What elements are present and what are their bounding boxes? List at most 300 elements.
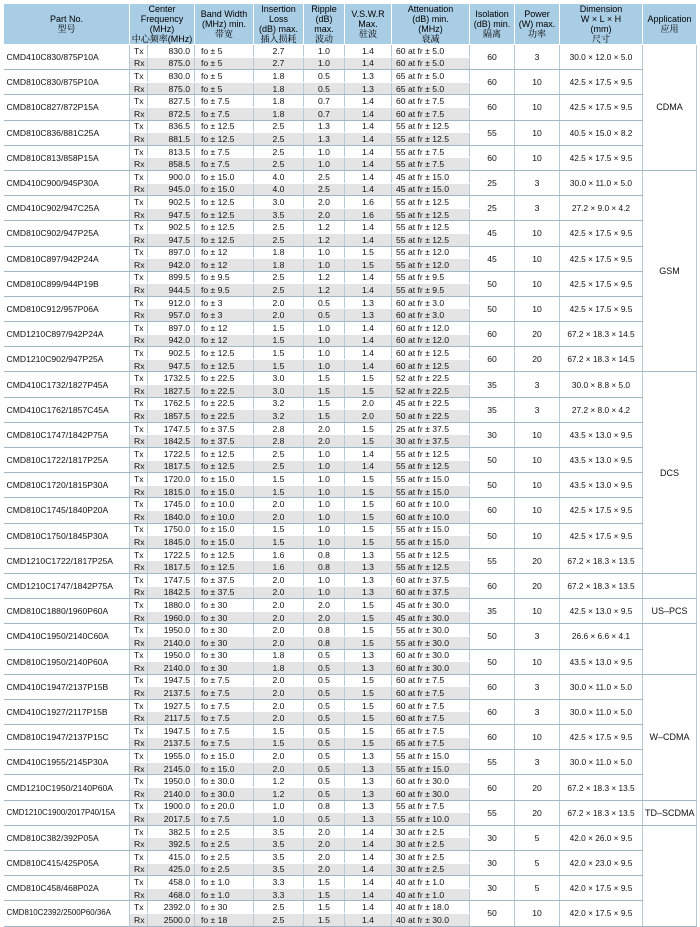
- center-frequency: 900.0: [148, 170, 195, 183]
- power: 5: [515, 825, 560, 850]
- tx-rx-label: Tx: [130, 599, 148, 612]
- tx-rx-label: Tx: [130, 498, 148, 511]
- insertion-loss: 2.0: [254, 674, 304, 687]
- application: CDMA: [643, 45, 697, 171]
- vswr: 1.5: [345, 372, 392, 385]
- vswr: 1.6: [345, 196, 392, 209]
- attenuation: 55 at fr ± 12.5: [392, 208, 470, 221]
- center-frequency: 1857.5: [148, 410, 195, 423]
- insertion-loss: 3.2: [254, 410, 304, 423]
- vswr: 1.4: [345, 888, 392, 901]
- insertion-loss: 1.8: [254, 649, 304, 662]
- attenuation: 55 at fr ± 30.0: [392, 636, 470, 649]
- tx-rx-label: Tx: [130, 422, 148, 435]
- table-row: [4, 851, 697, 864]
- tx-rx-label: Tx: [130, 448, 148, 461]
- part-number: CMD810C827/872P15A: [4, 95, 130, 120]
- insertion-loss: 1.5: [254, 473, 304, 486]
- attenuation: 60 at fr ± 10.0: [392, 510, 470, 523]
- center-frequency: 902.5: [148, 347, 195, 360]
- isolation: 50: [470, 901, 515, 926]
- insertion-loss: 1.8: [254, 662, 304, 675]
- application: GSM: [643, 170, 697, 372]
- ripple: 2.0: [304, 599, 345, 612]
- attenuation: 45 at fr ± 15.0: [392, 170, 470, 183]
- table-row: [4, 674, 697, 687]
- band-width: fo ± 1.0: [195, 888, 254, 901]
- application: [643, 573, 697, 598]
- vswr: 1.4: [345, 133, 392, 146]
- insertion-loss: 2.5: [254, 158, 304, 171]
- vswr: 1.5: [345, 687, 392, 700]
- attenuation: 55 at fr ± 12.5: [392, 120, 470, 133]
- vswr: 1.3: [345, 649, 392, 662]
- table-row: [4, 448, 697, 461]
- table-row: [4, 271, 697, 284]
- attenuation: 55 at fr ± 7.5: [392, 145, 470, 158]
- dimension: 42.0 × 26.0 × 9.5: [560, 825, 643, 850]
- dimension: 40.5 × 15.0 × 8.2: [560, 120, 643, 145]
- application: [643, 825, 697, 926]
- vswr: 1.4: [345, 863, 392, 876]
- ripple: 1.0: [304, 498, 345, 511]
- attenuation: 60 at fr ± 7.5: [392, 687, 470, 700]
- table-row: [4, 599, 697, 612]
- attenuation: 40 at fr ± 18.0: [392, 901, 470, 914]
- attenuation: 60 at fr ± 12.5: [392, 359, 470, 372]
- power: 10: [515, 70, 560, 95]
- isolation: 55: [470, 800, 515, 825]
- vswr: 1.5: [345, 536, 392, 549]
- center-frequency: 945.0: [148, 183, 195, 196]
- part-number: CMD410C1762/1857C45A: [4, 397, 130, 422]
- vswr: 1.3: [345, 82, 392, 95]
- vswr: 1.3: [345, 813, 392, 826]
- isolation: 60: [470, 45, 515, 70]
- insertion-loss: 1.5: [254, 536, 304, 549]
- band-width: fo ± 7.5: [195, 737, 254, 750]
- center-frequency: 2140.0: [148, 662, 195, 675]
- center-frequency: 1747.5: [148, 422, 195, 435]
- ripple: 1.0: [304, 448, 345, 461]
- table-row: [4, 221, 697, 234]
- power: 5: [515, 876, 560, 901]
- attenuation: 30 at fr ± 2.5: [392, 838, 470, 851]
- center-frequency: 875.0: [148, 82, 195, 95]
- center-frequency: 1762.5: [148, 397, 195, 410]
- attenuation: 60 at fr ± 7.5: [392, 107, 470, 120]
- part-number: CMD810C899/944P19B: [4, 271, 130, 296]
- vswr: 1.4: [345, 221, 392, 234]
- tx-rx-label: Rx: [130, 158, 148, 171]
- attenuation: 52 at fr ± 22.5: [392, 385, 470, 398]
- center-frequency: 1900.0: [148, 800, 195, 813]
- center-frequency: 468.0: [148, 888, 195, 901]
- header-insertion-loss: Insertion Loss (dB) max. 插入损耗: [254, 4, 304, 45]
- attenuation: 52 at fr ± 22.5: [392, 372, 470, 385]
- power: 3: [515, 170, 560, 195]
- ripple: 0.5: [304, 674, 345, 687]
- attenuation: 55 at fr ± 12.5: [392, 561, 470, 574]
- isolation: 60: [470, 674, 515, 699]
- power: 20: [515, 548, 560, 573]
- insertion-loss: 1.5: [254, 334, 304, 347]
- isolation: 60: [470, 95, 515, 120]
- part-number: CMD810C1947/2137P15C: [4, 725, 130, 750]
- vswr: 1.4: [345, 876, 392, 889]
- ripple: 2.5: [304, 170, 345, 183]
- power: 10: [515, 246, 560, 271]
- ripple: 1.0: [304, 259, 345, 272]
- attenuation: 60 at fr ± 12.0: [392, 334, 470, 347]
- insertion-loss: 2.0: [254, 498, 304, 511]
- part-number: CMD810C382/392P05A: [4, 825, 130, 850]
- ripple: 1.0: [304, 586, 345, 599]
- attenuation: 55 at fr ± 15.0: [392, 485, 470, 498]
- vswr: 1.3: [345, 561, 392, 574]
- tx-rx-label: Rx: [130, 737, 148, 750]
- insertion-loss: 3.3: [254, 888, 304, 901]
- part-number: CMD1210C1950/2140P60A: [4, 775, 130, 800]
- tx-rx-label: Tx: [130, 145, 148, 158]
- dimension: 42.5 × 17.5 × 9.5: [560, 246, 643, 271]
- tx-rx-label: Tx: [130, 70, 148, 83]
- center-frequency: 392.5: [148, 838, 195, 851]
- header-band-width: Band Width (MHz) min. 带宽: [195, 4, 254, 45]
- vswr: 1.4: [345, 334, 392, 347]
- band-width: fo ± 37.5: [195, 586, 254, 599]
- center-frequency: 1947.5: [148, 725, 195, 738]
- table-row: [4, 699, 697, 712]
- part-number: CMD410C900/945P30A: [4, 170, 130, 195]
- center-frequency: 1817.5: [148, 460, 195, 473]
- power: 10: [515, 448, 560, 473]
- tx-rx-label: Tx: [130, 246, 148, 259]
- header-part-no: Part No. 型号: [4, 4, 130, 45]
- table-row: [4, 95, 697, 108]
- insertion-loss: 2.5: [254, 133, 304, 146]
- isolation: 50: [470, 448, 515, 473]
- dimension: 42.5 × 17.5 × 9.5: [560, 725, 643, 750]
- isolation: 60: [470, 498, 515, 523]
- band-width: fo ± 12.5: [195, 561, 254, 574]
- part-number: CMD410C1927/2117P15B: [4, 699, 130, 724]
- ripple: 2.0: [304, 435, 345, 448]
- table-row: [4, 750, 697, 763]
- tx-rx-label: Rx: [130, 586, 148, 599]
- tx-rx-label: Tx: [130, 170, 148, 183]
- ripple: 0.5: [304, 649, 345, 662]
- isolation: 60: [470, 699, 515, 724]
- isolation: 50: [470, 473, 515, 498]
- table-body: [4, 45, 697, 927]
- vswr: 1.4: [345, 57, 392, 70]
- insertion-loss: 3.3: [254, 876, 304, 889]
- center-frequency: 1817.5: [148, 561, 195, 574]
- insertion-loss: 3.5: [254, 838, 304, 851]
- power: 3: [515, 674, 560, 699]
- insertion-loss: 1.8: [254, 82, 304, 95]
- power: 10: [515, 95, 560, 120]
- part-number: CMD810C836/881C25A: [4, 120, 130, 145]
- header-attenuation: Attenuation (dB) min. (MHz) 衰减: [392, 4, 470, 45]
- isolation: 35: [470, 599, 515, 624]
- center-frequency: 830.0: [148, 70, 195, 83]
- ripple: 2.5: [304, 183, 345, 196]
- insertion-loss: 1.8: [254, 70, 304, 83]
- vswr: 1.5: [345, 599, 392, 612]
- ripple: 0.7: [304, 95, 345, 108]
- isolation: 30: [470, 825, 515, 850]
- center-frequency: 458.0: [148, 876, 195, 889]
- center-frequency: 899.5: [148, 271, 195, 284]
- dimension: 30.0 × 8.8 × 5.0: [560, 372, 643, 397]
- center-frequency: 813.5: [148, 145, 195, 158]
- attenuation: 55 at fr ± 12.5: [392, 448, 470, 461]
- vswr: 1.5: [345, 624, 392, 637]
- band-width: fo ± 7.5: [195, 687, 254, 700]
- ripple: 1.5: [304, 888, 345, 901]
- dimension: 42.5 × 17.5 × 9.5: [560, 271, 643, 296]
- vswr: 1.4: [345, 901, 392, 914]
- attenuation: 55 at fr ± 12.5: [392, 548, 470, 561]
- center-frequency: 1745.0: [148, 498, 195, 511]
- isolation: 50: [470, 523, 515, 548]
- center-frequency: 897.0: [148, 322, 195, 335]
- attenuation: 30 at fr ± 2.5: [392, 825, 470, 838]
- attenuation: 45 at fr ± 30.0: [392, 599, 470, 612]
- band-width: fo ± 7.5: [195, 95, 254, 108]
- insertion-loss: 1.6: [254, 548, 304, 561]
- vswr: 1.3: [345, 662, 392, 675]
- part-number: CMD810C897/942P24A: [4, 246, 130, 271]
- insertion-loss: 2.5: [254, 233, 304, 246]
- application: [643, 624, 697, 674]
- band-width: fo ± 15.0: [195, 473, 254, 486]
- vswr: 1.5: [345, 523, 392, 536]
- band-width: fo ± 1.0: [195, 876, 254, 889]
- part-number: CMD810C1950/2140P60A: [4, 649, 130, 674]
- insertion-loss: 3.5: [254, 863, 304, 876]
- tx-rx-label: Rx: [130, 259, 148, 272]
- band-width: fo ± 15.0: [195, 536, 254, 549]
- part-number: CMD810C1745/1840P20A: [4, 498, 130, 523]
- center-frequency: 1845.0: [148, 536, 195, 549]
- band-width: fo ± 37.5: [195, 422, 254, 435]
- attenuation: 45 at fr ± 30.0: [392, 611, 470, 624]
- center-frequency: 942.0: [148, 334, 195, 347]
- ripple: 1.0: [304, 45, 345, 58]
- center-frequency: 897.0: [148, 246, 195, 259]
- center-frequency: 1955.0: [148, 750, 195, 763]
- attenuation: 40 at fr ± 1.0: [392, 876, 470, 889]
- ripple: 1.0: [304, 359, 345, 372]
- insertion-loss: 2.5: [254, 901, 304, 914]
- power: 20: [515, 573, 560, 598]
- center-frequency: 425.0: [148, 863, 195, 876]
- dimension: 67.2 × 18.3 × 13.5: [560, 548, 643, 573]
- part-number: CMD810C1722/1817P25A: [4, 448, 130, 473]
- tx-rx-label: Rx: [130, 662, 148, 675]
- dimension: 67.2 × 18.3 × 13.5: [560, 573, 643, 598]
- vswr: 1.5: [345, 485, 392, 498]
- tx-rx-label: Rx: [130, 687, 148, 700]
- band-width: fo ± 12: [195, 259, 254, 272]
- vswr: 1.3: [345, 70, 392, 83]
- tx-rx-label: Tx: [130, 120, 148, 133]
- band-width: fo ± 30: [195, 636, 254, 649]
- isolation: 60: [470, 775, 515, 800]
- insertion-loss: 1.2: [254, 775, 304, 788]
- tx-rx-label: Rx: [130, 913, 148, 926]
- table-row: [4, 246, 697, 259]
- dimension: 30.0 × 11.0 × 5.0: [560, 699, 643, 724]
- insertion-loss: 2.0: [254, 510, 304, 523]
- dimension: 42.5 × 17.5 × 9.5: [560, 221, 643, 246]
- vswr: 1.4: [345, 183, 392, 196]
- tx-rx-label: Rx: [130, 888, 148, 901]
- insertion-loss: 2.0: [254, 599, 304, 612]
- band-width: fo ± 9.5: [195, 271, 254, 284]
- center-frequency: 875.0: [148, 57, 195, 70]
- attenuation: 55 at fr ± 9.5: [392, 271, 470, 284]
- ripple: 0.5: [304, 296, 345, 309]
- part-number: CMD810C415/425P05A: [4, 851, 130, 876]
- vswr: 1.4: [345, 460, 392, 473]
- isolation: 30: [470, 876, 515, 901]
- table-row: [4, 548, 697, 561]
- dimension: 42.0 × 17.5 × 9.5: [560, 901, 643, 926]
- insertion-loss: 2.5: [254, 913, 304, 926]
- power: 20: [515, 347, 560, 372]
- insertion-loss: 2.5: [254, 120, 304, 133]
- part-number: CMD810C1750/1845P30A: [4, 523, 130, 548]
- dimension: 42.5 × 17.5 × 9.5: [560, 70, 643, 95]
- application: DCS: [643, 372, 697, 574]
- center-frequency: 2137.5: [148, 737, 195, 750]
- tx-rx-label: Rx: [130, 284, 148, 297]
- band-width: fo ± 5: [195, 70, 254, 83]
- vswr: 1.4: [345, 107, 392, 120]
- tx-rx-label: Rx: [130, 57, 148, 70]
- power: 10: [515, 120, 560, 145]
- band-width: fo ± 12.5: [195, 448, 254, 461]
- insertion-loss: 3.2: [254, 397, 304, 410]
- tx-rx-label: Rx: [130, 82, 148, 95]
- dimension: 67.2 × 18.3 × 13.5: [560, 800, 643, 825]
- table-row: [4, 573, 697, 586]
- tx-rx-label: Rx: [130, 611, 148, 624]
- attenuation: 55 at fr ± 15.0: [392, 750, 470, 763]
- table-row: [4, 825, 697, 838]
- insertion-loss: 2.0: [254, 586, 304, 599]
- ripple: 0.8: [304, 636, 345, 649]
- attenuation: 55 at fr ± 7.5: [392, 800, 470, 813]
- table-row: [4, 120, 697, 133]
- band-width: fo ± 12.5: [195, 208, 254, 221]
- ripple: 2.0: [304, 611, 345, 624]
- insertion-loss: 1.0: [254, 800, 304, 813]
- band-width: fo ± 30: [195, 624, 254, 637]
- table-row: [4, 347, 697, 360]
- attenuation: 60 at fr ± 7.5: [392, 712, 470, 725]
- center-frequency: 2392.0: [148, 901, 195, 914]
- vswr: 1.4: [345, 448, 392, 461]
- power: 20: [515, 775, 560, 800]
- dimension: 27.2 × 9.0 × 4.2: [560, 196, 643, 221]
- band-width: fo ± 5: [195, 82, 254, 95]
- band-width: fo ± 30.0: [195, 788, 254, 801]
- center-frequency: 1927.5: [148, 699, 195, 712]
- dimension: 42.0 × 23.0 × 9.5: [560, 851, 643, 876]
- power: 10: [515, 725, 560, 750]
- center-frequency: 1722.5: [148, 548, 195, 561]
- center-frequency: 1722.5: [148, 448, 195, 461]
- band-width: fo ± 15.0: [195, 523, 254, 536]
- tx-rx-label: Rx: [130, 712, 148, 725]
- isolation: 30: [470, 422, 515, 447]
- tx-rx-label: Tx: [130, 95, 148, 108]
- band-width: fo ± 7.5: [195, 813, 254, 826]
- center-frequency: 902.5: [148, 221, 195, 234]
- insertion-loss: 3.5: [254, 825, 304, 838]
- band-width: fo ± 12.5: [195, 133, 254, 146]
- center-frequency: 1880.0: [148, 599, 195, 612]
- band-width: fo ± 12: [195, 334, 254, 347]
- vswr: 1.4: [345, 359, 392, 372]
- tx-rx-label: Tx: [130, 372, 148, 385]
- vswr: 1.5: [345, 611, 392, 624]
- center-frequency: 2140.0: [148, 636, 195, 649]
- attenuation: 60 at fr ± 30.0: [392, 662, 470, 675]
- vswr: 1.4: [345, 284, 392, 297]
- ripple: 2.0: [304, 422, 345, 435]
- part-number: CMD410C1950/2140C60A: [4, 624, 130, 649]
- vswr: 1.4: [345, 158, 392, 171]
- band-width: fo ± 22.5: [195, 372, 254, 385]
- band-width: fo ± 12.5: [195, 460, 254, 473]
- ripple: 0.5: [304, 813, 345, 826]
- center-frequency: 1747.5: [148, 573, 195, 586]
- tx-rx-label: Tx: [130, 221, 148, 234]
- center-frequency: 1842.5: [148, 586, 195, 599]
- ripple: 1.5: [304, 372, 345, 385]
- tx-rx-label: Tx: [130, 649, 148, 662]
- center-frequency: 1750.0: [148, 523, 195, 536]
- tx-rx-label: Rx: [130, 561, 148, 574]
- vswr: 1.5: [345, 498, 392, 511]
- power: 10: [515, 271, 560, 296]
- vswr: 1.4: [345, 271, 392, 284]
- power: 10: [515, 422, 560, 447]
- vswr: 1.3: [345, 800, 392, 813]
- table-row: [4, 473, 697, 486]
- attenuation: 55 at fr ± 15.0: [392, 523, 470, 536]
- part-number: CMD410C830/875P10A: [4, 45, 130, 70]
- insertion-loss: 2.5: [254, 271, 304, 284]
- ripple: 0.8: [304, 548, 345, 561]
- insertion-loss: 3.0: [254, 196, 304, 209]
- ripple: 0.5: [304, 712, 345, 725]
- vswr: 1.4: [345, 45, 392, 58]
- insertion-loss: 2.5: [254, 145, 304, 158]
- tx-rx-label: Tx: [130, 851, 148, 864]
- isolation: 55: [470, 548, 515, 573]
- vswr: 1.3: [345, 762, 392, 775]
- ripple: 1.5: [304, 397, 345, 410]
- isolation: 25: [470, 170, 515, 195]
- ripple: 0.5: [304, 687, 345, 700]
